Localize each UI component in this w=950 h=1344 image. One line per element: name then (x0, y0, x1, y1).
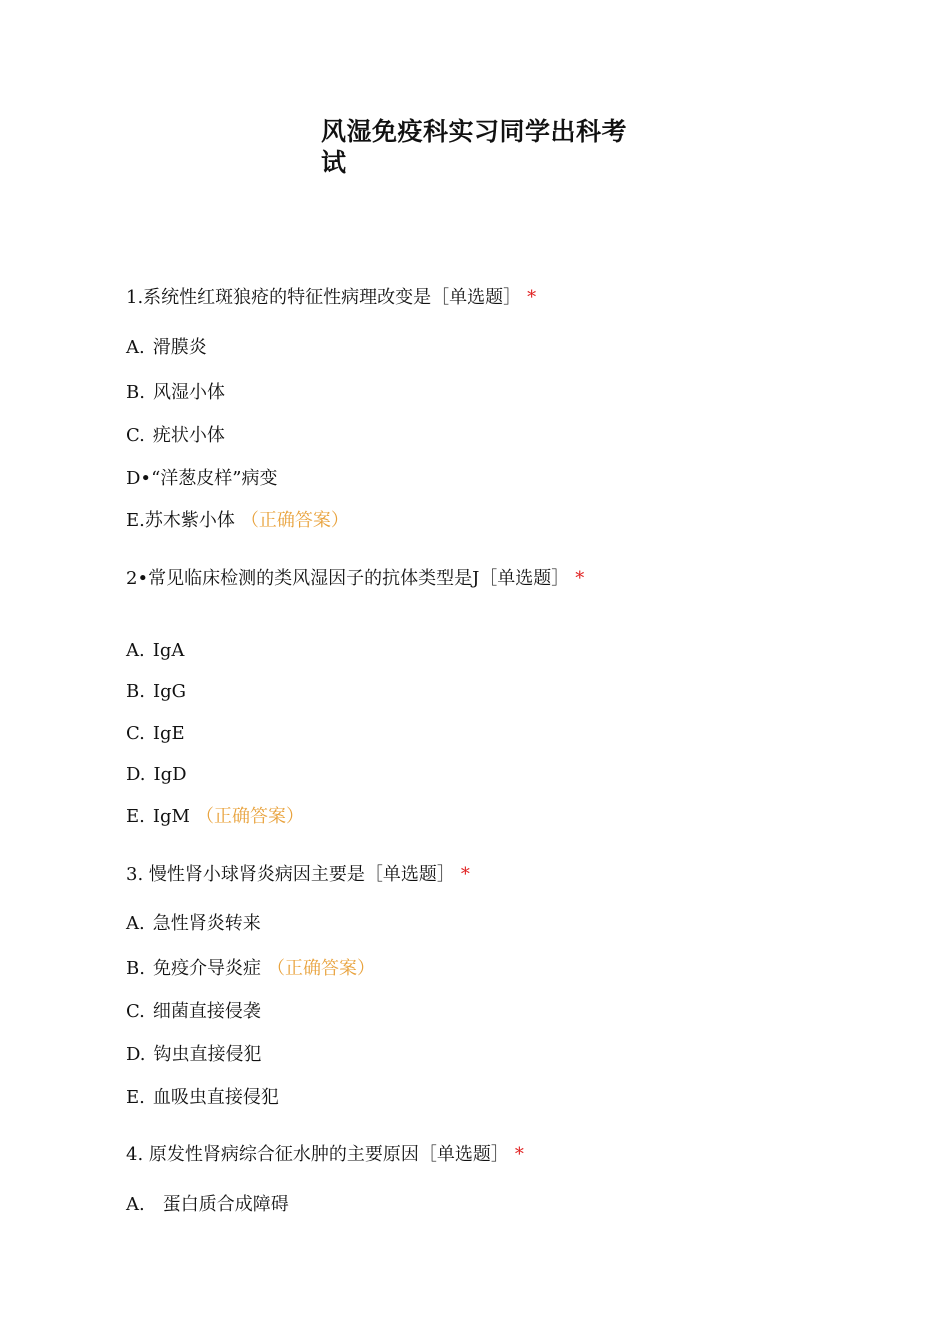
option-letter: B. (126, 382, 145, 403)
option-letter: E. (126, 806, 145, 827)
option-3d[interactable] (126, 1044, 262, 1066)
option-1e[interactable] (126, 510, 349, 532)
option-2d[interactable] (126, 764, 187, 786)
question-text: 3. 慢性肾小球肾炎病因主要是［单选题］ (126, 864, 455, 885)
option-3c[interactable] (126, 1001, 261, 1023)
question-4 (126, 1144, 524, 1166)
question-1 (126, 287, 536, 309)
option-2e[interactable] (126, 806, 304, 828)
option-text: 疣状小体 (152, 425, 225, 446)
option-letter: D• (126, 468, 152, 489)
option-letter: B. (126, 681, 145, 702)
option-2c[interactable] (126, 723, 185, 745)
page-title: 风湿免疫科实习同学出科考试 (321, 117, 628, 177)
option-letter: D. (126, 1044, 146, 1065)
option-3e[interactable] (126, 1087, 279, 1109)
option-text: “洋葱皮样”病变 (151, 468, 278, 489)
question-text: 2•常见临床检测的类风湿因子的抗体类型是J［单选题］ (126, 568, 570, 589)
option-2b[interactable] (126, 681, 186, 703)
option-text: IgE (152, 723, 185, 744)
option-text: IgD (153, 764, 187, 785)
question-2 (126, 568, 606, 590)
option-4a[interactable] (126, 1194, 289, 1216)
required-mark: * (575, 568, 585, 589)
correct-answer-mark: （正确答案） (195, 806, 304, 827)
option-letter: A. (126, 1194, 145, 1215)
option-letter: E. (126, 1087, 145, 1108)
option-letter: A. (126, 337, 145, 358)
option-letter: C. (126, 1001, 145, 1022)
required-mark: * (460, 864, 470, 885)
option-letter: C. (126, 425, 145, 446)
option-letter: B. (126, 958, 145, 979)
option-text: 钩虫直接侵犯 (153, 1044, 262, 1065)
question-text-wrap (126, 568, 606, 590)
correct-answer-mark: （正确答案） (266, 958, 375, 979)
question-text: 4. 原发性肾病综合征水肿的主要原因［单选题］ (126, 1144, 509, 1165)
option-text: 急性肾炎转来 (152, 913, 261, 934)
option-text: IgG (152, 681, 186, 702)
question-text: 1.系统性红斑狼疮的特征性病理改变是［单选题］ (126, 287, 522, 308)
option-letter: C. (126, 723, 145, 744)
option-letter: E. (126, 510, 145, 531)
option-text: IgM (152, 806, 190, 827)
option-text: 蛋白质合成障碍 (162, 1194, 289, 1215)
question-3 (126, 864, 470, 886)
option-text: 苏木紫小体 (144, 510, 235, 531)
option-1c[interactable] (126, 425, 225, 447)
option-text: 细菌直接侵袭 (152, 1001, 261, 1022)
option-text: 免疫介导炎症 (152, 958, 261, 979)
option-2a[interactable] (126, 640, 184, 662)
option-3a[interactable] (126, 913, 261, 935)
option-text: 滑膜炎 (152, 337, 207, 358)
option-1b[interactable] (126, 382, 225, 404)
option-letter: A. (126, 913, 145, 934)
option-text: 血吸虫直接侵犯 (152, 1087, 279, 1108)
option-letter: D. (126, 764, 146, 785)
option-1a[interactable] (126, 337, 207, 359)
option-3b[interactable] (126, 958, 375, 980)
option-text: IgA (152, 640, 185, 661)
option-text: 风湿小体 (152, 382, 225, 403)
correct-answer-mark: （正确答案） (240, 510, 349, 531)
option-letter: A. (126, 640, 145, 661)
required-mark: * (527, 287, 537, 308)
required-mark: * (514, 1144, 524, 1165)
option-1d[interactable] (126, 468, 277, 490)
